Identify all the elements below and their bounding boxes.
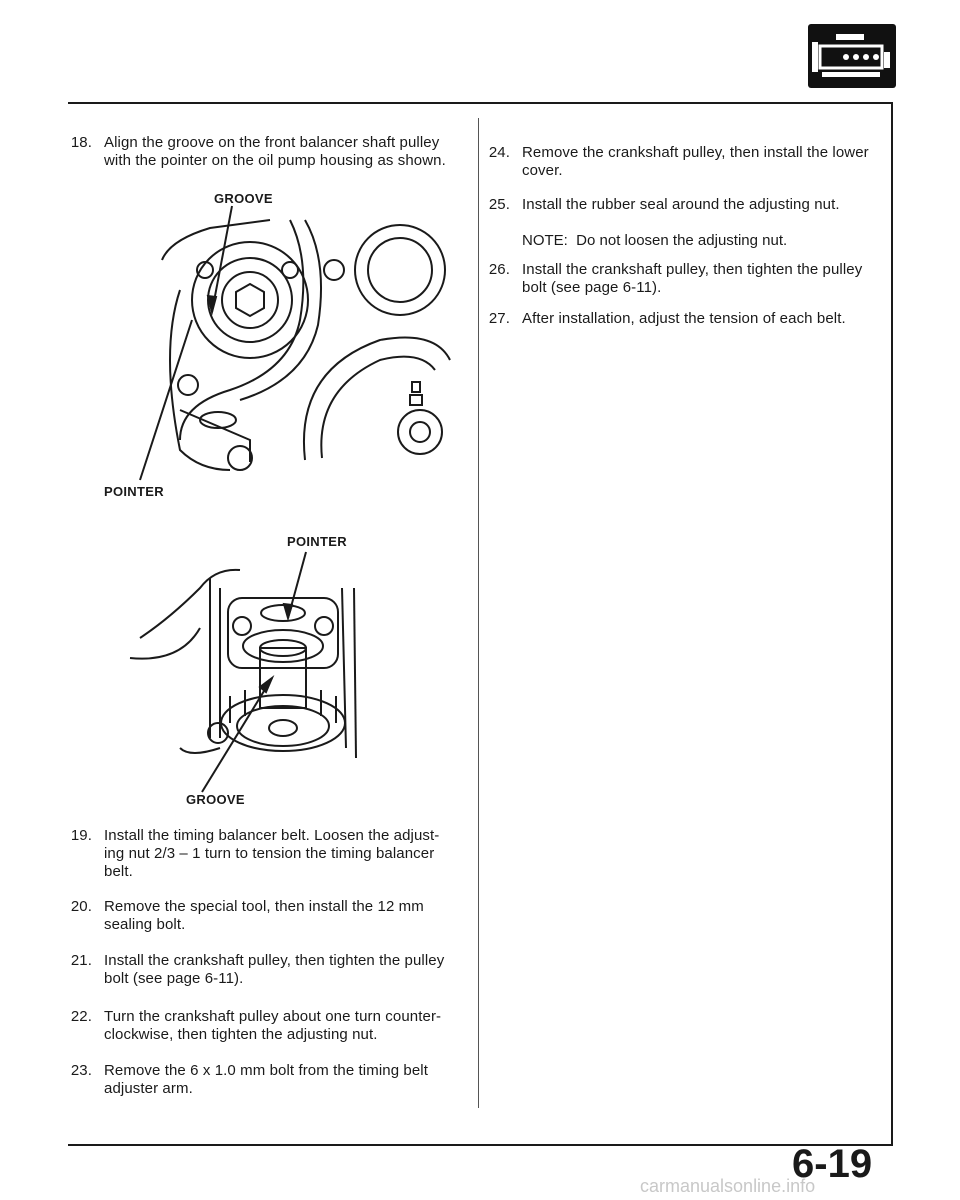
note: NOTE: Do not loosen the adjusting nut. xyxy=(522,232,788,249)
step-text-line: Install the crankshaft pulley, then tighten the pulley xyxy=(104,952,445,969)
step-number: 23. xyxy=(70,1062,92,1079)
engine-icon xyxy=(808,24,896,88)
step-number: 24. xyxy=(488,144,510,161)
column-divider xyxy=(478,118,479,1108)
step-text-line: Install the timing balancer belt. Loosen the adjust- xyxy=(104,827,440,844)
step-text-line: Align the groove on the front balancer shaft pulley xyxy=(104,134,440,151)
step-number: 25. xyxy=(488,196,510,213)
page-right-border xyxy=(891,102,893,1146)
step-text-line: Remove the special tool, then install the 12 mm xyxy=(104,898,424,915)
page-number: 6-19 xyxy=(792,1142,873,1186)
footer-rule xyxy=(68,1144,893,1146)
step-20 xyxy=(64,898,464,938)
step-text-line: adjuster arm. xyxy=(104,1080,193,1097)
step-number: 20. xyxy=(70,898,92,915)
step-text-line: with the pointer on the oil pump housing as shown. xyxy=(104,152,446,169)
step-text-line: bolt (see page 6-11). xyxy=(104,970,244,987)
step-text-line: cover. xyxy=(522,162,563,179)
step-number: 21. xyxy=(70,952,92,969)
step-21 xyxy=(64,952,464,992)
step-24 xyxy=(482,144,882,184)
step-number: 27. xyxy=(488,310,510,327)
step-27 xyxy=(482,310,882,330)
step-text-line: Turn the crankshaft pulley about one turn counter- xyxy=(104,1008,442,1025)
step-23 xyxy=(64,1062,464,1102)
step-19 xyxy=(64,827,464,885)
figure2-balancer-pulley-illustration xyxy=(120,548,380,798)
figure1-balancer-pulley-illustration xyxy=(100,200,460,490)
step-22 xyxy=(64,1008,464,1048)
step-text-line: clockwise, then tighten the adjusting nut. xyxy=(104,1026,378,1043)
figure2-groove-label: GROOVE xyxy=(186,792,245,807)
step-number: 18. xyxy=(70,134,92,151)
step-26 xyxy=(482,261,882,301)
step-text-line: Remove the crankshaft pulley, then install the lower xyxy=(522,144,869,161)
figure1-groove-label: GROOVE xyxy=(214,191,273,206)
watermark: carmanualsonline.info xyxy=(640,1176,816,1196)
step-number: 19. xyxy=(70,827,92,844)
step-25 xyxy=(482,196,882,216)
step-text-line: belt. xyxy=(104,863,133,880)
figure2-pointer-label: POINTER xyxy=(287,534,347,549)
figure1-pointer-label: POINTER xyxy=(104,484,164,499)
step-text-line: Install the crankshaft pulley, then tighten the pulley xyxy=(522,261,863,278)
step-text-line: ing nut 2/3 – 1 turn to tension the timing balancer xyxy=(104,845,435,862)
step-number: 22. xyxy=(70,1008,92,1025)
step-text-line: bolt (see page 6-11). xyxy=(522,279,662,296)
step-text-line: Install the rubber seal around the adjusting nut. xyxy=(522,196,840,213)
step-number: 26. xyxy=(488,261,510,278)
step-18 xyxy=(64,134,464,174)
step-text-line: Remove the 6 x 1.0 mm bolt from the timing belt xyxy=(104,1062,428,1079)
step-text-line: After installation, adjust the tension of each belt. xyxy=(522,310,846,327)
step-text-line: sealing bolt. xyxy=(104,916,186,933)
header-rule xyxy=(68,102,893,104)
